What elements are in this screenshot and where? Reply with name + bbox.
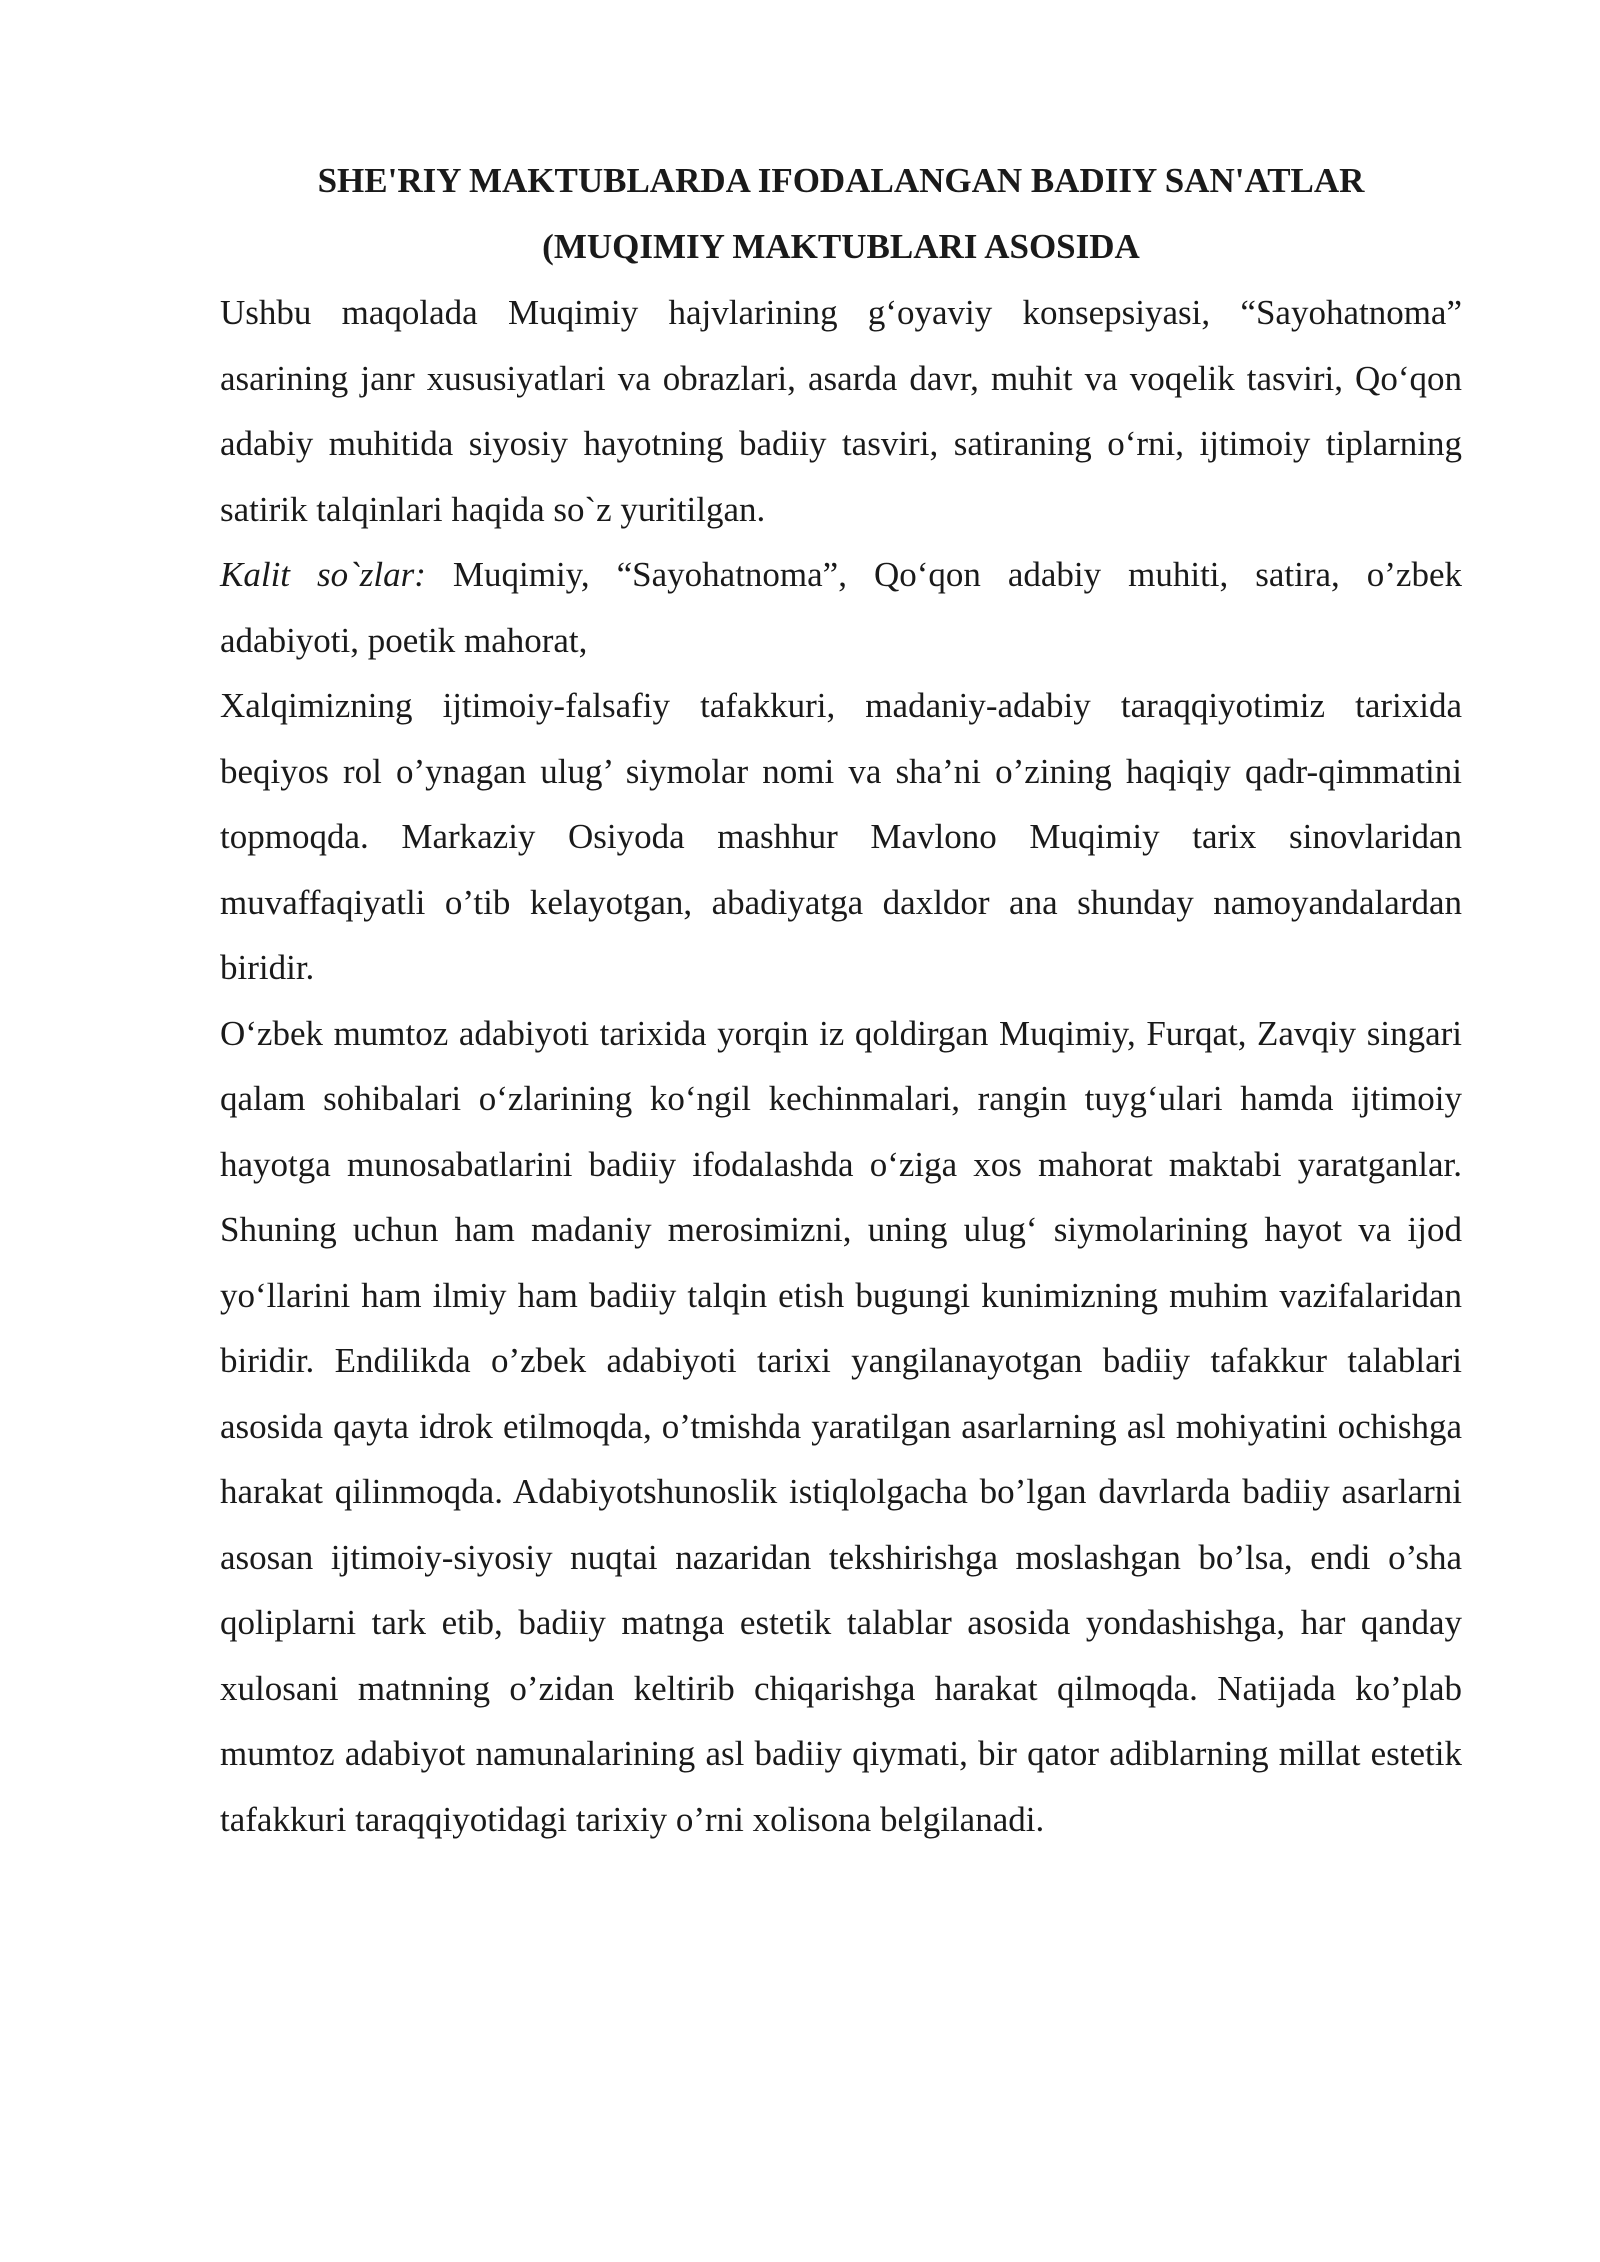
title-line-2: (MUQIMIY MAKTUBLARI ASOSIDA [542,227,1140,266]
abstract-paragraph: Ushbu maqolada Muqimiy hajvlarining g‘oyaviy konsepsiyasi, “Sayohatnoma” asarining janr xususiyatlari va obrazlari, asarda davr, muhit va voqelik tasviri, Qo‘qon adabiy muhitida siyosiy hayotning badiiy tasviri, satiraning o‘rni, ijtimoiy tiplarning satirik talqinlari haqida so`z yuritilgan. [220,293,1462,529]
keywords-text: Muqimiy, “Sayohatnoma”, Qo‘qon adabiy muhiti, satira, o’zbek adabiyoti, poetik mahorat, [220,555,1463,660]
title-line-1: SHE'RIY MAKTUBLARDA IFODALANGAN BADIIY SAN'ATLAR [317,161,1365,200]
body-paragraph-1: Xalqimizning ijtimoiy-falsafiy tafakkuri, madaniy-adabiy taraqqiyotimiz tarixida beqiyos rol o’ynagan ulug’ siymolar nomi va sha’ni o’zining haqiqiy qadr-qimmatini topmoqda. Markaziy Osiyoda mashhur Mavlono Muqimiy tarix sinovlaridan muvaffaqiyatli o’tib kelayotgan, abadiyatga daxldor ana shunday namoyandalardan biridir. [220,686,1462,987]
document-title [220,148,1462,280]
keywords-paragraph [220,542,1462,673]
body-paragraph-2: O‘zbek mumtoz adabiyoti tarixida yorqin iz qoldirgan Muqimiy, Furqat, Zavqiy singari qalam sohibalari o‘zlarining ko‘ngil kechinmalari, rangin tuyg‘ulari hamda ijtimoiy hayotga munosabatlarini badiiy ifodalashda o‘ziga xos mahorat maktabi yaratganlar. Shuning uchun ham madaniy merosimizni, uning ulug‘ siymolarining hayot va ijod yo‘llarini ham ilmiy ham badiiy talqin etish bugungi kunimizning muhim vazifalaridan biridir. Endilikda o’zbek adabiyoti tarixi yangilanayotgan badiiy tafakkur talablari asosida qayta idrok etilmoqda, o’tmishda yaratilgan asarlarning asl mohiyatini ochishga harakat qilinmoqda. Adabiyotshunoslik istiqlolgacha bo’lgan davrlarda badiiy asarlarni asosan ijtimoiy-siyosiy nuqtai nazaridan tekshirishga moslashgan bo’lsa, endi o’sha qoliplarni tark etib, badiiy matnga estetik talablar asosida yondashishga, har qanday xulosani matnning o’zidan keltirib chiqarishga harakat qilmoqda. Natijada ko’plab mumtoz adabiyot namunalarining asl badiiy qiymati, bir qator adiblarning millat estetik tafakkuri taraqqiyotidagi tarixiy o’rni xolisona belgilanadi. [220,1013,1462,1839]
document-page [220,148,1462,1852]
keywords-label: Kalit so`zlar: [220,555,426,594]
